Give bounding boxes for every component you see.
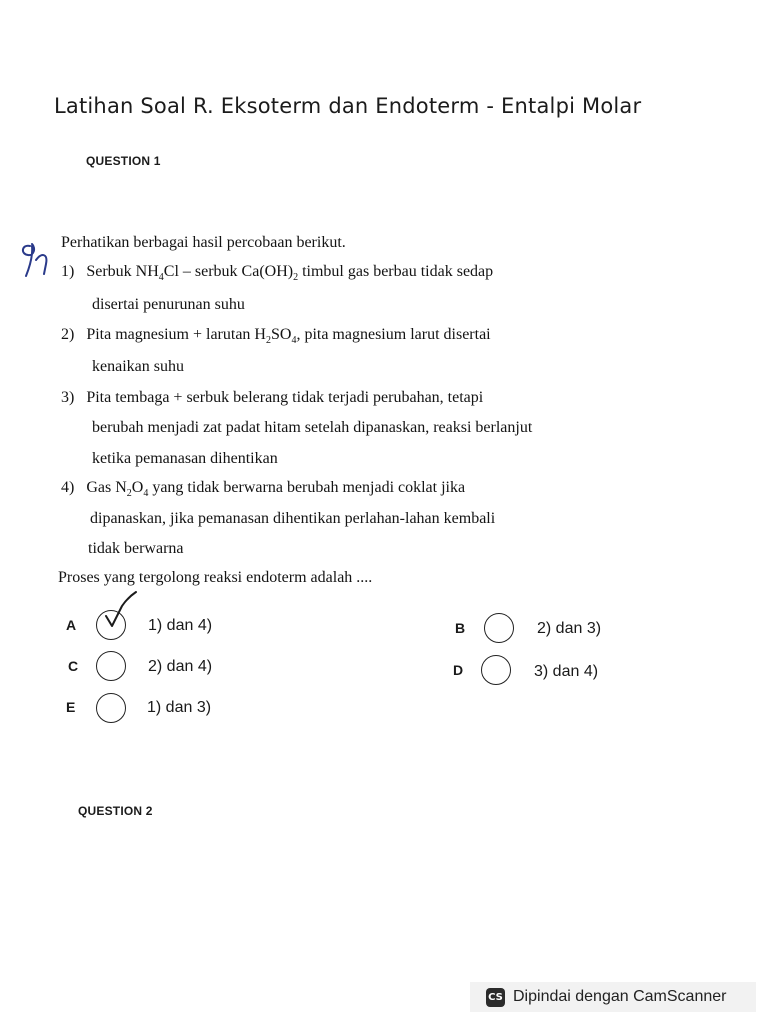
option-a-text: 1) dan 4): [148, 617, 213, 634]
statement-3-continued: berubah menjadi zat padat hitam setelah dipanaskan, reaksi berlanjut: [92, 419, 533, 436]
watermark-text: Dipindai dengan CamScanner: [513, 988, 727, 1005]
page-title: Latihan Soal R. Eksoterm dan Endoterm - Entalpi Molar: [54, 94, 642, 118]
statement-4-continued: dipanaskan, jika pemanasan dihentikan perlahan-lahan kembali: [90, 510, 496, 527]
camscanner-watermark: [470, 982, 756, 1012]
option-e-text: 1) dan 3): [147, 699, 212, 716]
statement-2-continued: kenaikan suhu: [92, 358, 184, 375]
subscript: 2: [265, 335, 271, 347]
question-intro: Perhatikan berbagai hasil percobaan berikut.: [61, 234, 346, 251]
question-prompt: Proses yang tergolong reaksi endoterm adalah ....: [58, 569, 373, 586]
statement-text: timbul gas berbau tidak sedap: [298, 263, 494, 280]
statement-3: [61, 389, 483, 407]
statement-number: 1): [61, 263, 75, 280]
statement-3-continued-2: ketika pemanasan dihentikan: [92, 450, 278, 467]
statement-number: 3): [61, 389, 75, 406]
statement-text: yang tidak berwarna berubah menjadi coklat jika: [148, 479, 466, 496]
option-e-letter: E: [66, 699, 76, 715]
statement-4-continued-2: tidak berwarna: [88, 540, 184, 557]
option-c-text: 2) dan 4): [148, 658, 213, 675]
statement-text: SO: [270, 326, 292, 343]
option-d-letter: D: [453, 662, 464, 678]
option-b-text: 2) dan 3): [537, 620, 602, 637]
question-2-label: QUESTION 2: [78, 804, 153, 818]
option-d-radio[interactable]: [481, 655, 511, 685]
handwritten-mark-icon: [16, 236, 56, 282]
subscript: 2: [126, 488, 132, 500]
option-b-letter: B: [455, 620, 466, 636]
statement-1-continued: disertai penurunan suhu: [92, 296, 245, 313]
subscript: 4: [158, 272, 164, 284]
statement-text: Pita magnesium + larutan H: [86, 326, 266, 343]
subscript: 4: [291, 335, 297, 347]
subscript: 2: [293, 272, 299, 284]
statement-text: Gas N: [86, 479, 127, 496]
option-c-radio[interactable]: [96, 651, 126, 681]
option-a-letter: A: [66, 617, 77, 633]
statement-number: 2): [61, 326, 75, 343]
statement-2: [61, 326, 491, 346]
statement-text: , pita magnesium larut disertai: [296, 326, 491, 343]
question-1-label: QUESTION 1: [86, 154, 161, 168]
statement-number: 4): [61, 479, 75, 496]
statement-text: Serbuk NH: [86, 263, 159, 280]
option-b-radio[interactable]: [484, 613, 514, 643]
checkmark-icon: [98, 590, 140, 638]
option-d-text: 3) dan 4): [534, 663, 599, 680]
option-e-radio[interactable]: [96, 693, 126, 723]
subscript: 4: [143, 488, 149, 500]
statement-1: [61, 263, 493, 283]
statement-4: [61, 479, 465, 499]
statement-text: O: [131, 479, 144, 496]
statement-text: Cl – serbuk Ca(OH): [163, 263, 294, 280]
camscanner-logo-icon: CS: [486, 988, 505, 1007]
option-c-letter: C: [68, 658, 79, 674]
statement-text: Pita tembaga + serbuk belerang tidak terjadi perubahan, tetapi: [86, 389, 484, 406]
